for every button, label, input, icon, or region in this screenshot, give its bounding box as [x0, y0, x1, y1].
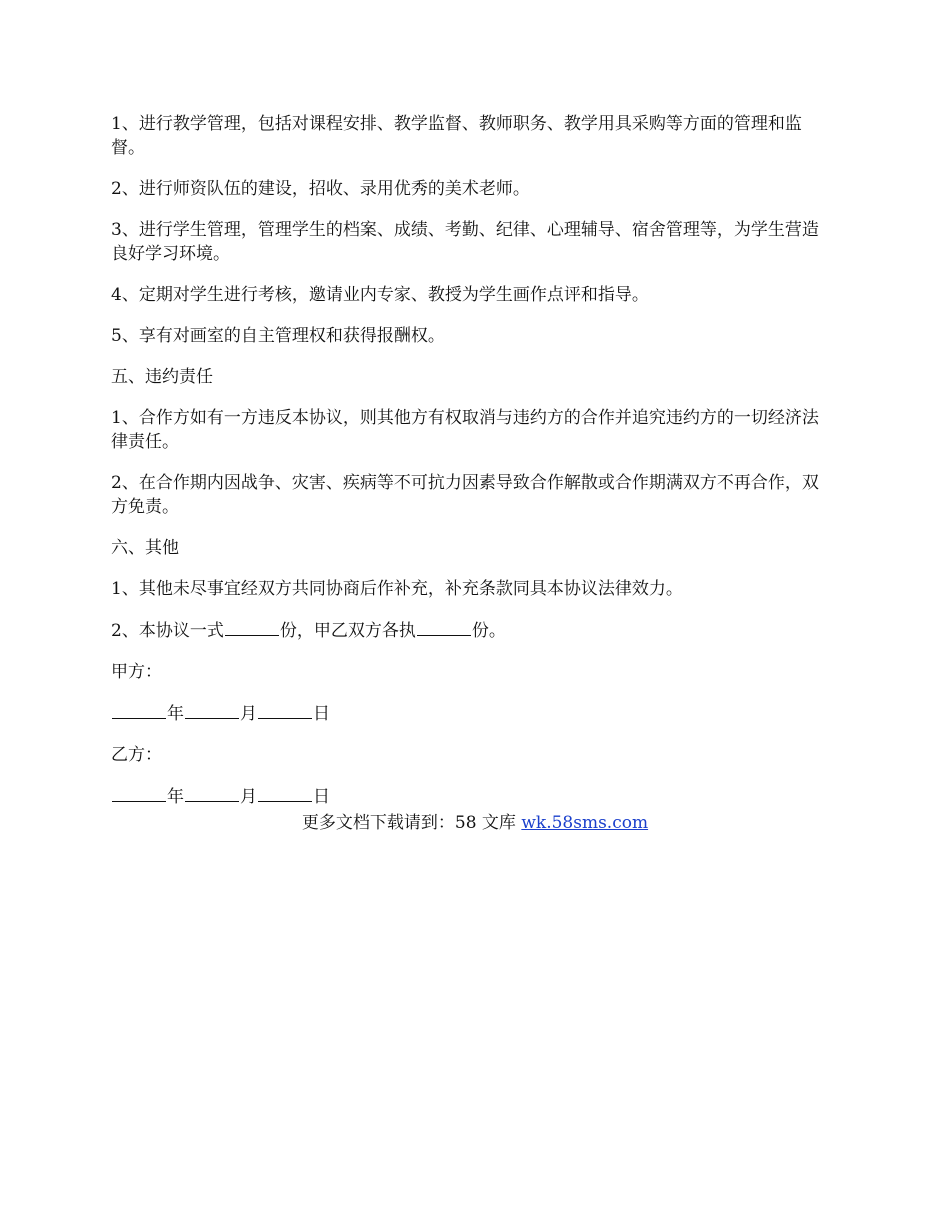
copies-each-blank: [417, 618, 471, 636]
day-blank: [258, 701, 312, 719]
day-label: 日: [313, 704, 330, 724]
copies-text-3: 份。: [471, 621, 506, 641]
section-heading-breach: 五、违约责任: [111, 367, 213, 387]
month-blank: [185, 701, 239, 719]
document-body: [111, 112, 833, 826]
clause-supplement: 1、其他未尽事宜经双方共同协商后作补充，补充条款同具本协议法律效力。: [111, 579, 683, 599]
clause-teaching-management: 1、进行教学管理，包括对课程安排、教学监督、教师职务、教学用具采购等方面的管理和监督。: [111, 114, 802, 158]
day-blank: [258, 784, 312, 802]
year-blank: [112, 784, 166, 802]
year-label: 年: [167, 704, 184, 724]
copies-text-2: 份，甲乙双方各执: [279, 621, 416, 641]
party-b-label: 乙方：: [111, 745, 162, 765]
month-blank: [185, 784, 239, 802]
month-label: 月: [240, 787, 257, 807]
footer-link[interactable]: wk.58sms.com: [521, 813, 649, 833]
footer-download-note: [0, 811, 950, 835]
section-heading-other: 六、其他: [111, 538, 179, 558]
clause-student-assessment: 4、定期对学生进行考核，邀请业内专家、教授为学生画作点评和指导。: [111, 285, 649, 305]
party-a-label: 甲方：: [111, 662, 162, 682]
clause-student-management: 3、进行学生管理，管理学生的档案、成绩、考勤、纪律、心理辅导、宿舍管理等，为学生营造良好学习环境。: [111, 220, 819, 264]
party-a-date: [111, 701, 833, 726]
clause-force-majeure: 2、在合作期内因战争、灾害、疾病等不可抗力因素导致合作解散或合作期满双方不再合作，双方免责。: [111, 473, 819, 517]
day-label: 日: [313, 787, 330, 807]
copies-text-1: 2、本协议一式: [111, 621, 224, 641]
month-label: 月: [240, 704, 257, 724]
clause-copies: [111, 618, 833, 643]
year-label: 年: [167, 787, 184, 807]
copies-total-blank: [225, 618, 279, 636]
footer-prefix: 更多文档下载请到：58 文库: [301, 813, 522, 833]
clause-breach-liability: 1、合作方如有一方违反本协议，则其他方有权取消与违约方的合作并追究违约方的一切经济法律责任。: [111, 408, 819, 452]
clause-management-rights: 5、享有对画室的自主管理权和获得报酬权。: [111, 326, 445, 346]
party-b-date: [111, 784, 833, 809]
clause-faculty-building: 2、进行师资队伍的建设，招收、录用优秀的美术老师。: [111, 179, 530, 199]
year-blank: [112, 701, 166, 719]
